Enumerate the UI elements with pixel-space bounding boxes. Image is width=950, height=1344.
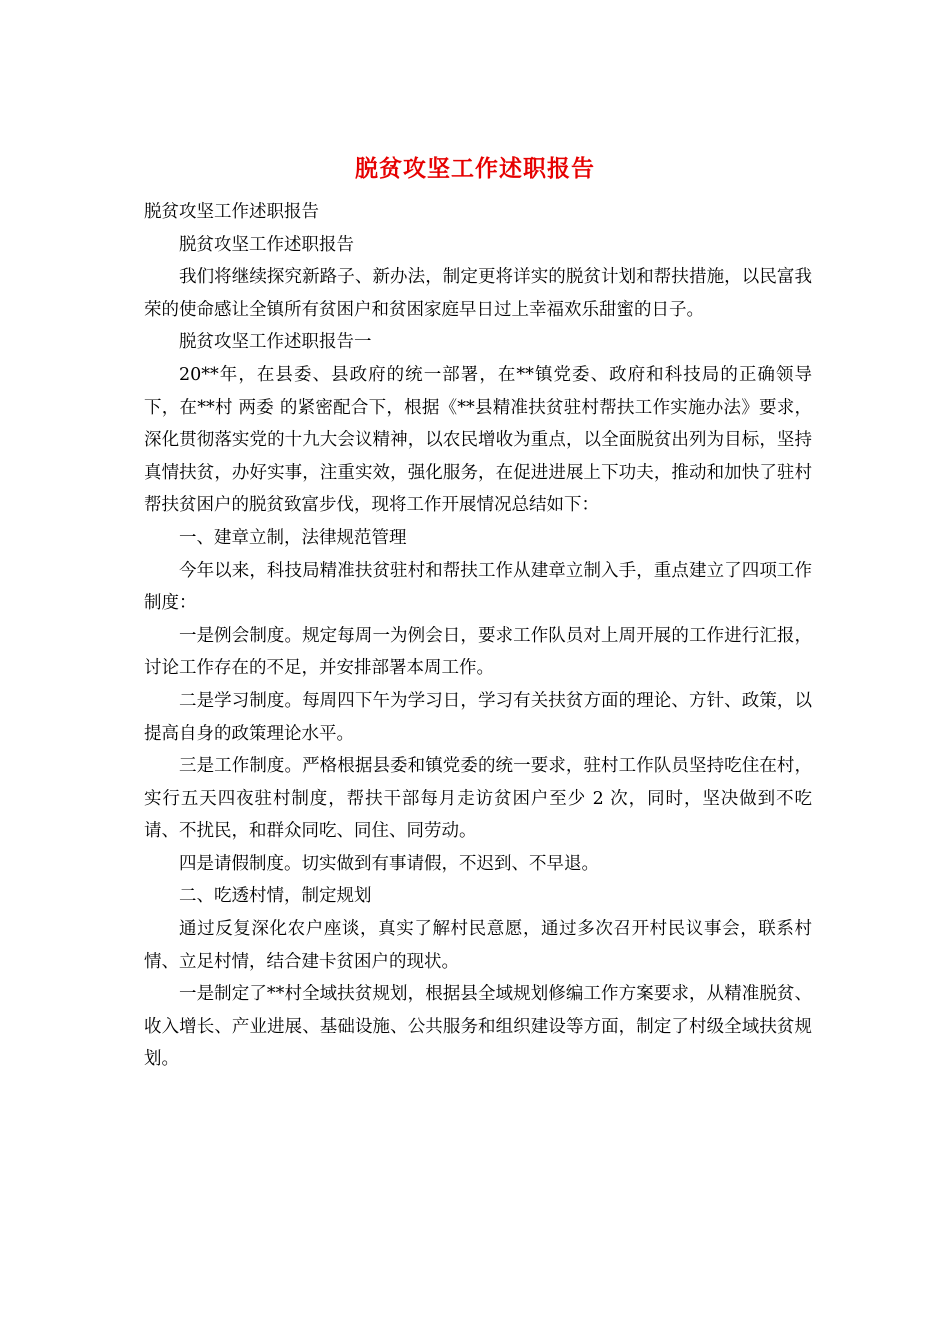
document-body [144, 196, 812, 1076]
paragraph: 今年以来，科技局精准扶贫驻村和帮扶工作从建章立制入手，重点建立了四项工作制度： [144, 560, 812, 614]
paragraph: 四是请假制度。切实做到有事请假，不迟到、不早退。 [179, 853, 599, 874]
paragraph: 一是制定了**村全域扶贫规划，根据县全域规划修编工作方案要求，从精准脱贫、收入增长、产业进展、基础设施、公共服务和组织建设等方面，制定了村级全域扶贫规划。 [144, 984, 812, 1070]
paragraph: 二是学习制度。每周四下午为学习日，学习有关扶贫方面的理论、方针、政策，以提高自身的政策理论水平。 [144, 690, 812, 744]
paragraph: 脱贫攻坚工作述职报告 [179, 234, 354, 255]
paragraph: 一是例会制度。规定每周一为例会日，要求工作队员对上周开展的工作进行汇报，讨论工作存在的不足，并安排部署本周工作。 [144, 625, 812, 679]
section-heading: 二、吃透村情，制定规划 [179, 886, 372, 907]
paragraph: 20**年，在县委、县政府的统一部署，在**镇党委、政府和科技局的正确领导下，在**村 两委 的紧密配合下，根据《**县精准扶贫驻村帮扶工作实施办法》要求，深化贯彻落实党的十九大会议精神，以农民增收为重点，以全面脱贫出列为目标，坚持真情扶贫，办好实事，注重实效，强化服务，在促进进展上下功夫，推动和加快了驻村帮扶贫困户的脱贫致富步伐，现将工作开展情况总结如下： [144, 364, 812, 516]
document-title: 脱贫攻坚工作述职报告 [355, 155, 595, 182]
paragraph: 脱贫攻坚工作述职报告 [144, 202, 319, 222]
section-heading: 一、建章立制，法律规范管理 [179, 527, 407, 548]
paragraph: 我们将继续探究新路子、新办法，制定更将详实的脱贫计划和帮扶措施，以民富我荣的使命感让全镇所有贫困户和贫困家庭早日过上幸福欢乐甜蜜的日子。 [144, 267, 812, 320]
paragraph: 脱贫攻坚工作述职报告一 [179, 332, 372, 353]
paragraph: 通过反复深化农户座谈，真实了解村民意愿，通过多次召开村民议事会，联系村情、立足村情，结合建卡贫困户的现状。 [144, 919, 812, 972]
paragraph: 三是工作制度。严格根据县委和镇党委的统一要求，驻村工作队员坚持吃住在村，实行五天四夜驻村制度，帮扶干部每月走访贫困户至少 2 次，同时，坚决做到不吃请、不扰民，和群众同吃、同住、同劳动。 [144, 756, 812, 842]
